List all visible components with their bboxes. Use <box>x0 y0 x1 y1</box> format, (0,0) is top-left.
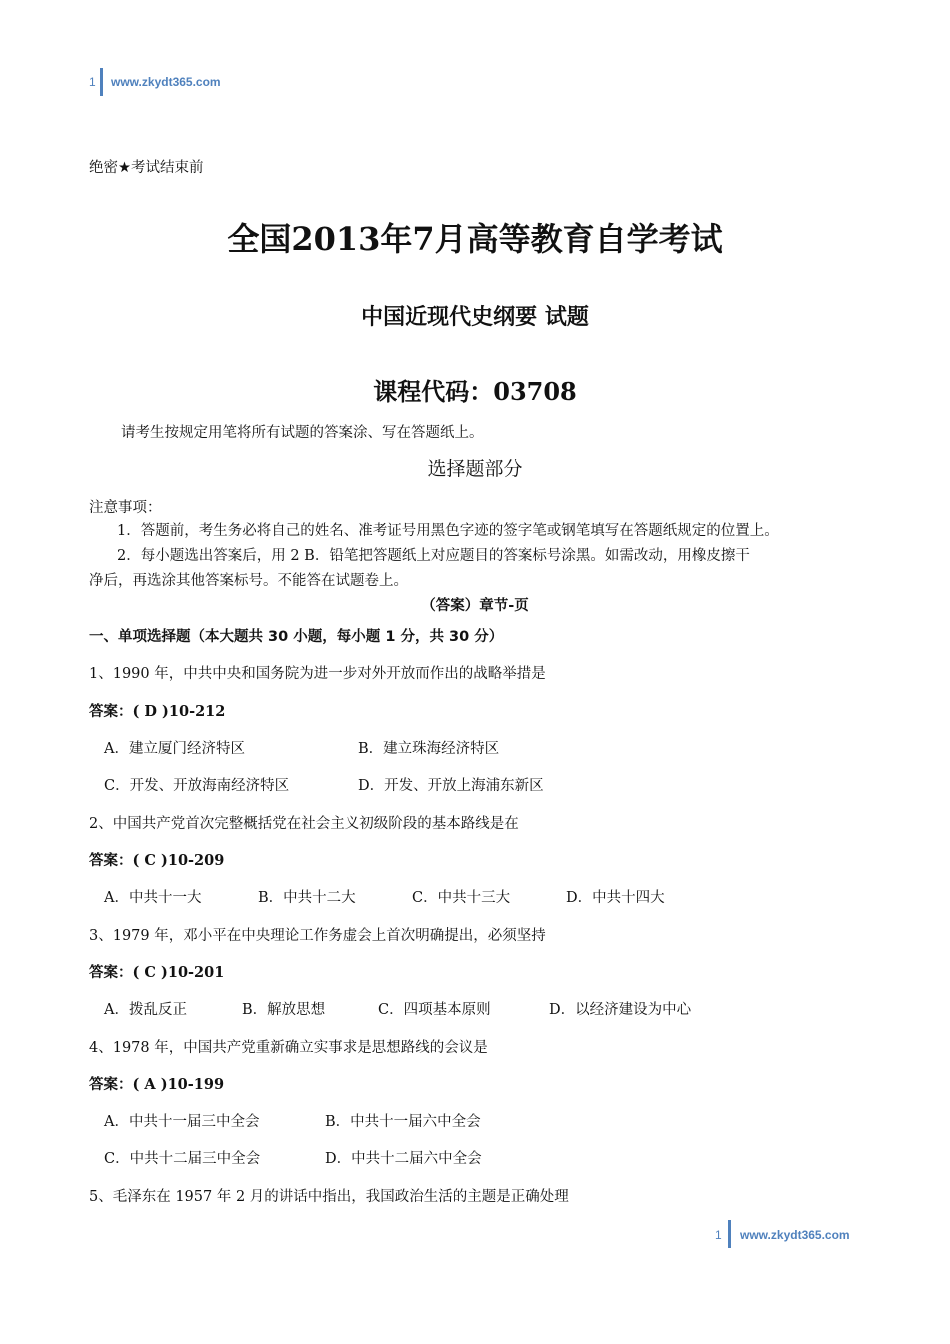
notes-heading: 注意事项： <box>89 500 162 516</box>
footer-page-number: 1 <box>715 1228 722 1242</box>
exam-subtitle: 中国近现代史纲要 试题 <box>361 305 589 330</box>
question-stem: 5、毛泽东在 1957 年 2 月的讲话中指出，我国政治生活的主题是正确处理 <box>89 1189 569 1205</box>
option-d: D．开发、开放上海浦东新区 <box>358 778 544 794</box>
part-one-heading: 一、单项选择题（本大题共 30 小题，每小题 1 分，共 30 分） <box>89 629 504 645</box>
option-d: D．中共十二届六中全会 <box>325 1151 482 1167</box>
option-a: A．拨乱反正 <box>104 1002 187 1018</box>
option-b: B．中共十一届六中全会 <box>325 1114 481 1130</box>
notes-item-1: 1．答题前，考生务必将自己的姓名、准考证号用黑色字迹的签字笔或钢笔填写在答题纸规定的位置上。 <box>117 523 779 539</box>
option-b: B．中共十二大 <box>258 890 356 906</box>
option-c: C．中共十二届三中全会 <box>104 1151 261 1167</box>
option-d: D．以经济建设为中心 <box>549 1002 692 1018</box>
course-code: 课程代码：03708 <box>373 377 577 406</box>
question-stem: 3、1979 年，邓小平在中央理论工作务虚会上首次明确提出，必须坚持 <box>89 928 546 944</box>
option-b: B．建立珠海经济特区 <box>358 741 500 757</box>
option-a: A．中共十一大 <box>104 890 202 906</box>
option-a: A．中共十一届三中全会 <box>104 1114 260 1130</box>
question-answer: 答案：( A )10-199 <box>89 1076 225 1093</box>
option-a: A．建立厦门经济特区 <box>104 741 245 757</box>
option-c: C．中共十三大 <box>412 890 511 906</box>
answer-key-label: （答案）章节-页 <box>421 597 529 614</box>
question-answer: 答案：( D )10-212 <box>89 703 226 720</box>
exam-instruction: 请考生按规定用笔将所有试题的答案涂、写在答题纸上。 <box>121 425 484 441</box>
question-answer: 答案：( C )10-209 <box>89 852 225 869</box>
option-d: D．中共十四大 <box>566 890 665 906</box>
page-title: 全国2013年7月高等教育自学考试 <box>227 220 723 258</box>
option-c: C．开发、开放海南经济特区 <box>104 778 290 794</box>
option-c: C．四项基本原则 <box>378 1002 491 1018</box>
footer-divider <box>728 1220 731 1248</box>
section-title: 选择题部分 <box>427 458 523 480</box>
question-stem: 1、1990 年，中共中央和国务院为进一步对外开放而作出的战略举措是 <box>89 666 546 682</box>
question-answer: 答案：( C )10-201 <box>89 964 225 981</box>
footer-url: www.zkydt365.com <box>740 1228 850 1242</box>
header-page-number: 1 <box>89 75 96 89</box>
question-stem: 4、1978 年，中国共产党重新确立实事求是思想路线的会议是 <box>89 1040 488 1056</box>
notes-item-2-line-1: 2．每小题选出答案后，用 2 B．铅笔把答题纸上对应题目的答案标号涂黑。如需改动，用橡皮擦干 <box>117 548 750 564</box>
confidential-label: 绝密★考试结束前 <box>89 160 204 176</box>
question-stem: 2、中国共产党首次完整概括党在社会主义初级阶段的基本路线是在 <box>89 816 519 832</box>
option-b: B．解放思想 <box>242 1002 326 1018</box>
notes-item-2-line-2: 净后，再选涂其他答案标号。不能答在试题卷上。 <box>89 573 408 589</box>
header-divider <box>100 68 103 96</box>
header-url: www.zkydt365.com <box>111 75 221 89</box>
